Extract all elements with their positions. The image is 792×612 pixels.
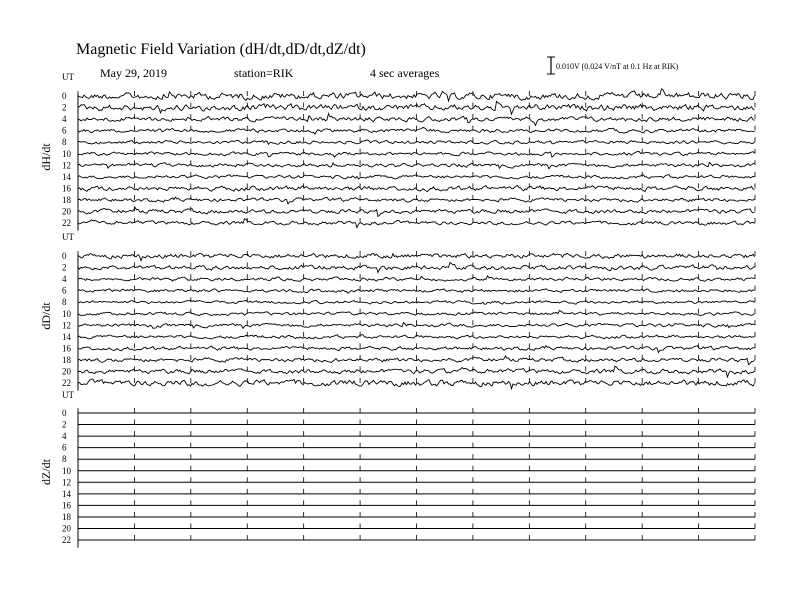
hour-tick-label: 6 xyxy=(62,285,67,296)
hour-tick-label: 16 xyxy=(62,183,71,194)
panel-dz xyxy=(39,390,755,548)
scale-bar xyxy=(547,57,555,74)
hour-tick-label: 10 xyxy=(62,148,71,159)
panel-dh xyxy=(39,72,755,231)
station-label: station=RIK xyxy=(234,66,294,80)
panel-ylabel: dZ/dt xyxy=(39,459,53,485)
hour-tick-label: 22 xyxy=(62,535,71,546)
panel-dd xyxy=(39,232,755,391)
averaging-label: 4 sec averages xyxy=(370,66,440,80)
hour-tick-label: 10 xyxy=(62,308,71,319)
hour-tick-label: 4 xyxy=(62,274,67,285)
hour-tick-label: 18 xyxy=(62,354,71,365)
hour-tick-label: 18 xyxy=(62,194,71,205)
hour-tick-label: 12 xyxy=(62,477,71,488)
hour-tick-label: 20 xyxy=(62,366,71,377)
hour-tick-label: 4 xyxy=(62,431,67,442)
ut-label: UT xyxy=(62,72,74,82)
hour-tick-label: 2 xyxy=(62,262,67,273)
hour-tick-label: 8 xyxy=(62,137,67,148)
hour-tick-label: 10 xyxy=(62,465,71,476)
hour-tick-label: 6 xyxy=(62,442,67,453)
hour-tick-label: 2 xyxy=(62,419,67,430)
hour-tick-label: 0 xyxy=(62,408,67,418)
hour-tick-label: 16 xyxy=(62,500,71,511)
hour-tick-label: 22 xyxy=(62,378,71,389)
hour-tick-label: 18 xyxy=(62,511,71,522)
date-label: May 29, 2019 xyxy=(100,66,167,80)
hour-tick-label: 8 xyxy=(62,297,67,308)
hour-tick-label: 22 xyxy=(62,218,71,229)
scale-bar-label: 0.010V (0.024 V/nT at 0.1 Hz at RIK) xyxy=(556,62,679,71)
hour-tick-label: 14 xyxy=(62,331,71,342)
hour-tick-label: 16 xyxy=(62,343,71,354)
hour-tick-label: 4 xyxy=(62,114,67,125)
hour-tick-label: 20 xyxy=(62,206,71,217)
panel-ylabel: dH/dt xyxy=(39,143,53,171)
panel-ylabel: dD/dt xyxy=(39,302,53,330)
hour-tick-label: 14 xyxy=(62,488,71,499)
hour-tick-label: 12 xyxy=(62,160,71,171)
hour-tick-label: 12 xyxy=(62,320,71,331)
hour-tick-label: 20 xyxy=(62,523,71,534)
hour-tick-label: 0 xyxy=(62,91,67,101)
ut-label: UT xyxy=(62,390,74,400)
panels-group xyxy=(39,72,755,548)
hour-tick-label: 2 xyxy=(62,102,67,113)
hour-tick-label: 6 xyxy=(62,125,67,136)
ut-label: UT xyxy=(62,232,74,242)
chart-title: Magnetic Field Variation (dH/dt,dD/dt,dZ/dt) xyxy=(76,41,366,58)
hour-tick-label: 8 xyxy=(62,454,67,465)
hour-tick-label: 14 xyxy=(62,171,71,182)
hour-tick-label: 0 xyxy=(62,251,67,261)
